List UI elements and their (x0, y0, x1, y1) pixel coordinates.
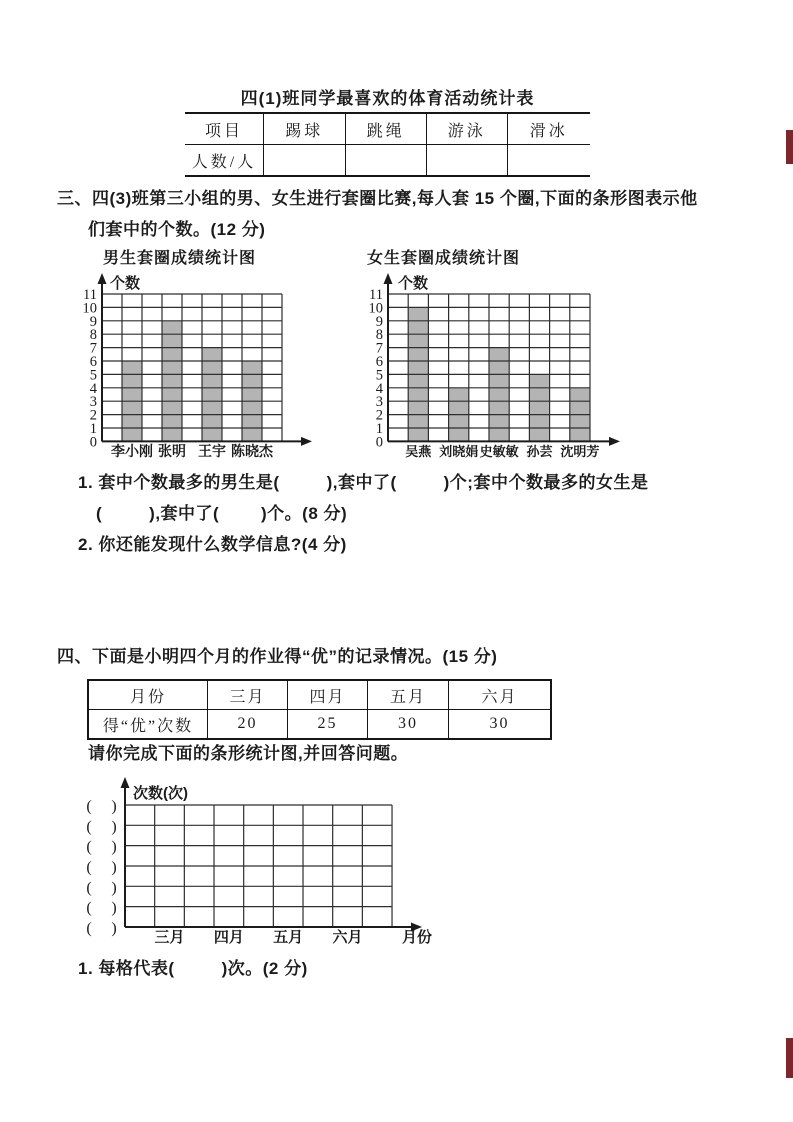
svg-text:3: 3 (375, 394, 383, 411)
page-edge-mark (786, 1038, 793, 1078)
svg-text:9: 9 (375, 313, 383, 330)
svg-text:张明: 张明 (158, 443, 186, 459)
boys-ring-toss-bar-chart (60, 272, 320, 477)
sports-table-title: 四(1)班同学最喜欢的体育活动统计表 (240, 89, 535, 108)
question3-stem-line1: 三、四(3)班第三小组的男、女生进行套圈比赛,每人套 15 个圈,下面的条形图表示他 (57, 189, 698, 208)
sports-table-row-label: 人数/人 (191, 153, 257, 171)
homework-table-header: 四月 (287, 681, 367, 709)
sports-table-data-row (185, 145, 590, 175)
sports-table-header: 跳绳 (345, 114, 427, 144)
svg-text:8: 8 (89, 327, 97, 344)
svg-text:): ) (111, 858, 117, 876)
svg-text:(: ( (86, 899, 92, 917)
svg-text:五月: 五月 (273, 929, 304, 946)
svg-text:吴燕: 吴燕 (405, 444, 432, 459)
svg-text:刘晓娟: 刘晓娟 (439, 444, 479, 459)
svg-text:月份: 月份 (402, 929, 433, 946)
question4-instruction: 请你完成下面的条形统计图,并回答问题。 (88, 744, 409, 763)
svg-text:): ) (111, 818, 117, 836)
svg-text:): ) (111, 838, 117, 856)
svg-text:0: 0 (89, 434, 97, 451)
svg-text:5: 5 (89, 367, 97, 384)
sports-table-header: 游泳 (426, 114, 507, 144)
svg-text:(: ( (86, 879, 92, 897)
homework-table-header: 月份 (129, 688, 166, 706)
svg-text:陈晓杰: 陈晓杰 (231, 443, 273, 459)
boys-chart-title: 男生套圈成绩统计图 (103, 250, 257, 267)
svg-text:李小刚: 李小刚 (111, 443, 153, 459)
sports-table-empty-cell (345, 145, 427, 175)
sports-table-header: 踢球 (263, 114, 345, 144)
svg-text:次数(次): 次数(次) (133, 785, 188, 802)
sports-table-empty-cell (263, 145, 345, 175)
svg-text:9: 9 (89, 313, 97, 330)
svg-text:个数: 个数 (110, 275, 141, 292)
svg-text:(: ( (86, 919, 92, 937)
svg-text:6: 6 (375, 354, 383, 370)
sports-table-header-row (185, 114, 590, 145)
question4-item1: 1. 每格代表( )次。(2 分) (78, 959, 308, 978)
svg-text:6: 6 (89, 354, 97, 370)
question3-item1-line2: ( ),套中了( )个。(8 分) (96, 504, 348, 523)
sports-table-empty-cell (507, 145, 591, 175)
svg-text:(: ( (86, 838, 92, 856)
homework-table-header: 三月 (207, 681, 287, 709)
svg-text:2: 2 (375, 407, 383, 424)
svg-text:3: 3 (89, 394, 97, 411)
svg-text:王宇: 王宇 (198, 443, 226, 459)
svg-text:11: 11 (83, 287, 97, 303)
svg-text:10: 10 (368, 300, 383, 317)
svg-text:4: 4 (375, 380, 383, 397)
svg-text:): ) (111, 919, 117, 937)
svg-text:): ) (111, 798, 117, 815)
svg-text:(: ( (86, 858, 92, 876)
svg-text:11: 11 (369, 287, 383, 303)
svg-text:史敏敏: 史敏敏 (479, 444, 519, 459)
homework-table-header-row (89, 681, 550, 710)
homework-table-value: 30 (367, 710, 448, 738)
svg-text:沈明芳: 沈明芳 (560, 444, 600, 459)
homework-table-row-label: 得“优”次数 (102, 717, 194, 735)
homework-table (87, 679, 552, 740)
svg-text:2: 2 (89, 407, 97, 424)
svg-text:7: 7 (89, 340, 97, 357)
question3-item2: 2. 你还能发现什么数学信息?(4 分) (78, 535, 347, 554)
homework-table-value: 30 (448, 710, 550, 738)
svg-text:四月: 四月 (213, 929, 244, 946)
homework-table-value: 25 (287, 710, 367, 738)
svg-text:): ) (111, 879, 117, 897)
svg-text:六月: 六月 (332, 929, 363, 946)
svg-text:): ) (111, 899, 117, 917)
svg-text:0: 0 (375, 434, 383, 451)
question3-item1-line1: 1. 套中个数最多的男生是( ),套中了( )个;套中个数最多的女生是 (78, 473, 649, 492)
svg-text:5: 5 (375, 367, 383, 384)
svg-text:1: 1 (375, 421, 383, 437)
sports-table-header: 项目 (204, 122, 243, 140)
svg-text:个数: 个数 (398, 275, 429, 292)
svg-text:7: 7 (375, 340, 383, 357)
question3-stem-line2: 们套中的个数。(12 分) (88, 220, 266, 239)
svg-text:8: 8 (375, 327, 383, 344)
blank-bar-chart-grid (70, 776, 468, 968)
svg-text:1: 1 (89, 421, 97, 437)
homework-table-header: 六月 (448, 681, 550, 709)
svg-text:10: 10 (82, 300, 97, 317)
homework-table-value: 20 (207, 710, 287, 738)
svg-text:4: 4 (89, 380, 97, 397)
homework-table-data-row (89, 710, 550, 738)
question4-stem: 四、下面是小明四个月的作业得“优”的记录情况。(15 分) (57, 647, 498, 666)
homework-table-header: 五月 (367, 681, 448, 709)
svg-text:孙芸: 孙芸 (526, 444, 553, 459)
svg-text:(: ( (86, 818, 92, 836)
sports-table (185, 112, 590, 177)
girls-chart-title: 女生套圈成绩统计图 (367, 250, 521, 267)
page-edge-mark (786, 130, 793, 164)
svg-text:(: ( (86, 798, 92, 815)
sports-table-header: 滑冰 (507, 114, 591, 144)
svg-text:三月: 三月 (154, 929, 185, 946)
sports-table-empty-cell (426, 145, 507, 175)
girls-ring-toss-bar-chart (346, 272, 646, 477)
